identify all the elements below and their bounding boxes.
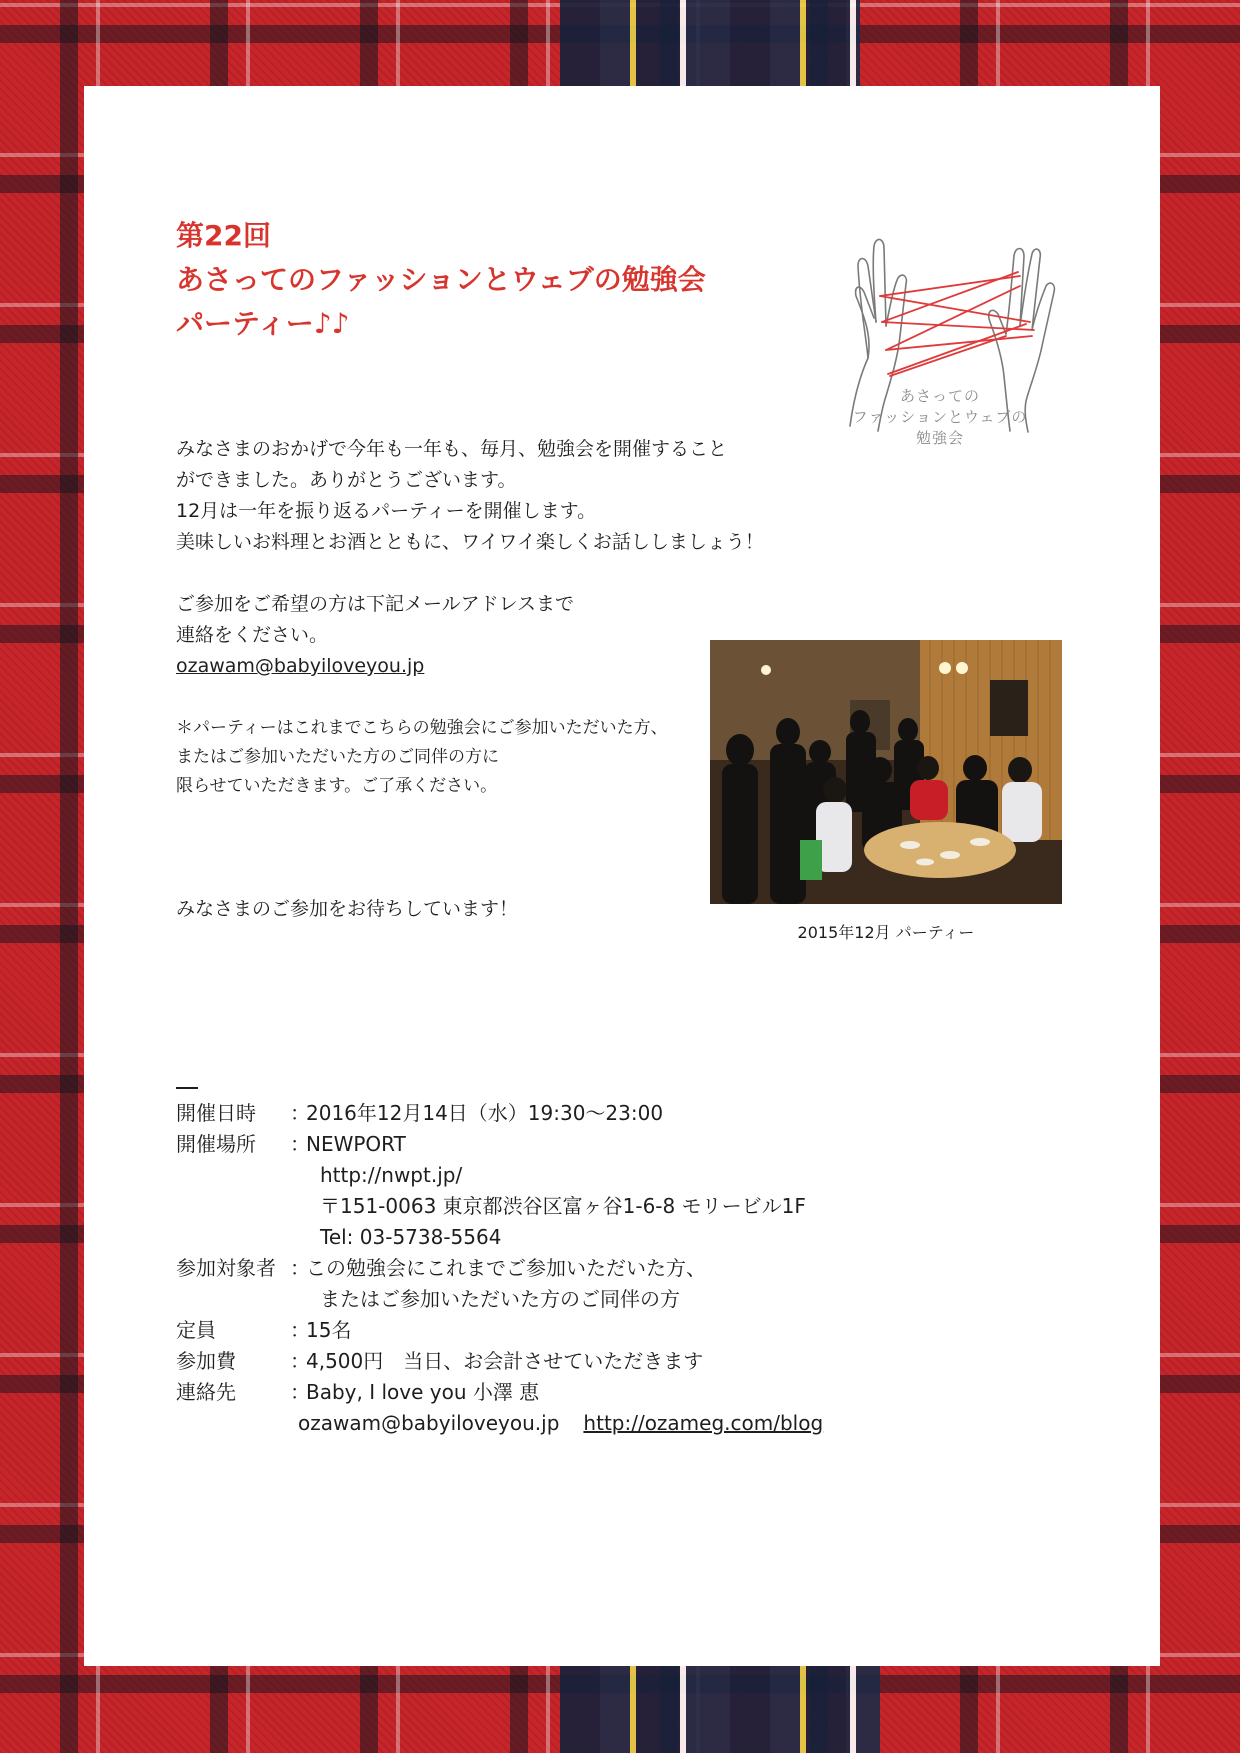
colon: ：: [290, 1256, 310, 1280]
venue-address: 〒151-0063 東京都渋谷区富ヶ谷1-6-8 モリービル1F: [320, 1194, 806, 1218]
logo-line-3: 勉強会: [915, 429, 964, 447]
request-paragraph: [176, 589, 574, 682]
spacer: [176, 1408, 290, 1439]
request-line-2: 連絡をください。: [176, 624, 329, 646]
tartan-band-top: [560, 0, 860, 90]
venue-label: 開催場所: [176, 1132, 256, 1156]
tartan-band-bottom: [560, 1665, 880, 1753]
contact-value: [306, 1377, 539, 1408]
closing-text: みなさまのご参加をお待ちしています！: [176, 898, 519, 920]
email-link[interactable]: ozawam@babyiloveyou.jp: [176, 655, 425, 677]
capacity-label: 定員: [176, 1318, 216, 1342]
date-label: 開催日時: [176, 1101, 256, 1125]
section-divider: [176, 1087, 198, 1089]
logo-text: [820, 386, 1060, 449]
notes-line-2: またはご参加いただいた方のご同伴の方に: [176, 747, 499, 767]
venue-value: [306, 1129, 806, 1253]
contact-name: Baby, I love you 小澤 恵: [306, 1380, 540, 1404]
title-line-2: あさってのファッションとウェブの勉強会: [176, 263, 706, 296]
date-value: 2016年12月14日（水）19:30〜23:00: [306, 1101, 664, 1125]
title-line-1: 第22回: [176, 219, 271, 252]
venue-name: NEWPORT: [306, 1132, 406, 1156]
party-photo: [710, 640, 1062, 904]
flyer-card: [84, 86, 1160, 1666]
contact-email[interactable]: ozawam@babyiloveyou.jp: [298, 1411, 560, 1435]
intro-line-3: 12月は一年を振り返るパーティーを開催します。: [176, 500, 597, 522]
colon: ：: [290, 1349, 310, 1373]
intro-line-1: みなさまのおかげで今年も一年も、毎月、勉強会を開催すること: [176, 438, 728, 460]
intro-line-2: ができました。ありがとうございます。: [176, 469, 517, 491]
page-title: [176, 214, 706, 346]
colon: ：: [290, 1101, 310, 1125]
target-line-2: またはご参加いただいた方のご同伴の方: [320, 1287, 680, 1311]
fee-value: 4,500円 当日、お会計させていただきます: [306, 1349, 704, 1373]
capacity-value: 15名: [306, 1318, 352, 1342]
title-line-3: パーティー♪♪: [176, 307, 350, 340]
detail-row-contact-links: [176, 1408, 823, 1439]
detail-row-fee: [176, 1346, 823, 1377]
event-details: [176, 1098, 823, 1439]
detail-row-contact: [176, 1377, 823, 1408]
contact-links: [290, 1408, 823, 1439]
fee-label: 参加費: [176, 1349, 236, 1373]
detail-row-capacity: [176, 1315, 823, 1346]
target-label: 参加対象者: [176, 1256, 276, 1280]
target-line-1: この勉強会にこれまでご参加いただいた方、: [306, 1256, 706, 1280]
venue-tel: Tel: 03-5738-5564: [320, 1225, 502, 1249]
detail-row-target: [176, 1253, 823, 1315]
detail-row-date: [176, 1098, 823, 1129]
colon: ：: [290, 1318, 310, 1342]
blog-link[interactable]: http://ozameg.com/blog: [583, 1411, 824, 1435]
contact-label: 連絡先: [176, 1380, 236, 1404]
notes-line-3: 限らせていただきます。ご了承ください。: [176, 776, 498, 796]
detail-row-venue: [176, 1129, 823, 1253]
notes-line-1: ＊パーティーはこれまでこちらの勉強会にご参加いただいた方、: [176, 718, 668, 738]
intro-line-4: 美味しいお料理とお酒とともに、ワイワイ楽しくお話ししましょう！: [176, 531, 764, 553]
request-line-1: ご参加をご希望の方は下記メールアドレスまで: [176, 593, 575, 615]
target-value: [306, 1253, 706, 1315]
photo-caption: 2015年12月 パーティー: [797, 923, 975, 942]
notes-paragraph: [176, 714, 686, 801]
logo-line-1: あさっての: [899, 387, 980, 405]
colon: ：: [290, 1132, 310, 1156]
logo-line-2: ファッションとウェブの: [852, 408, 1028, 426]
colon: ：: [290, 1380, 310, 1404]
venue-url: http://nwpt.jp/: [320, 1163, 463, 1187]
intro-paragraph: [176, 434, 764, 558]
